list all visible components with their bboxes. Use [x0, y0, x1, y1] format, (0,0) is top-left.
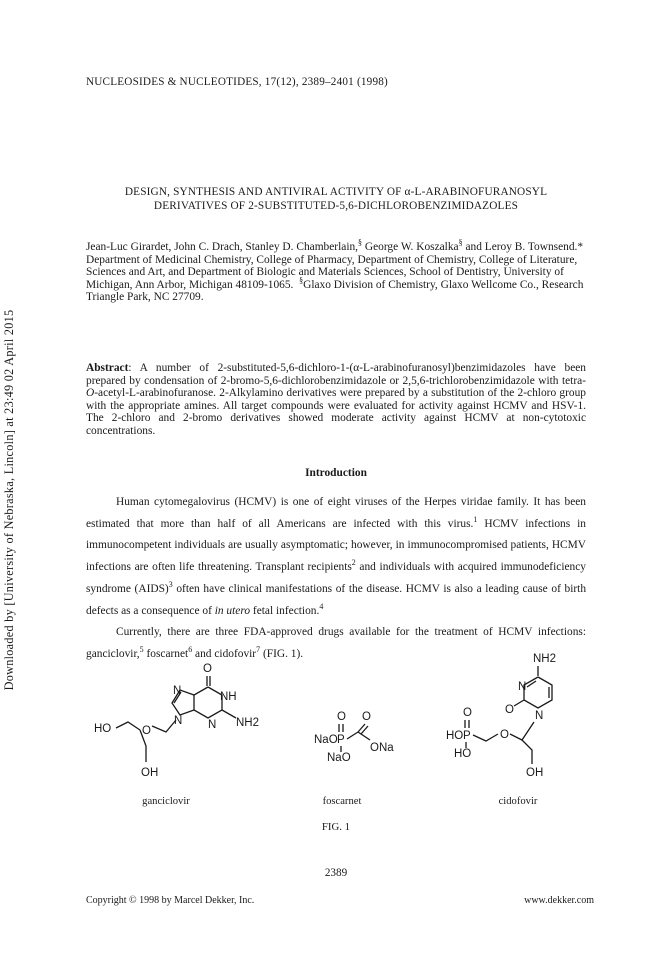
authors-block — [86, 238, 586, 304]
figure-label: FIG. 1 — [321, 821, 351, 833]
caption-cidofovir: cidofovir — [498, 796, 538, 807]
section-heading-introduction: Introduction — [305, 467, 367, 479]
article-title — [86, 186, 586, 213]
atom-label: OH — [141, 767, 159, 779]
paragraph: Currently, there are three FDA-approved drugs available for the treatment of HCMV infections: ganciclovir,$^5$ foscarnet$^6$ and cidofovir$^7$ (FIG. 1). — [86, 626, 586, 660]
atom-label: NH2 — [533, 653, 557, 665]
atom-label: ONa — [370, 742, 394, 754]
title-line-1: DESIGN, SYNTHESIS AND ANTIVIRAL ACTIVITY OF α-L-ARABINOFURANOSYL — [124, 186, 548, 198]
atom-label: O — [500, 729, 509, 741]
cidofovir-structure — [446, 653, 556, 779]
atom-label: O — [142, 725, 151, 737]
affiliations: Department of Medicinal Chemistry, College of Pharmacy, Department of Chemistry, College of Literature, Sciences and Art, and Department of Biologic and Materials Sciences, School of Dentistry, University of Michigan, Ann Arbor, Michigan 48109-1065. §Glaxo Division of Chemistry, Glaxo Wellcome Co., Research Triangle Park, NC 27709. — [86, 253, 584, 304]
atom-label: NH — [220, 691, 237, 703]
copyright-notice: Copyright © 1998 by Marcel Dekker, Inc. — [86, 895, 255, 906]
download-note: Downloaded by [University of Nebraska, Lincoln] at 23:49 02 April 2015 — [2, 309, 16, 691]
caption-foscarnet: foscarnet — [322, 796, 362, 807]
atom-label: O — [505, 704, 514, 716]
download-watermark — [2, 250, 22, 750]
caption-ganciclovir: ganciclovir — [142, 796, 190, 807]
atom-label: O — [463, 707, 472, 719]
reference-marker: 5 — [139, 645, 144, 655]
ganciclovir-structure — [94, 663, 259, 779]
atom-label: NaO — [327, 752, 351, 764]
atom-label: N — [518, 681, 527, 693]
atom-label: NH2 — [236, 717, 260, 729]
atom-label: P — [463, 730, 471, 742]
abstract: Abstract: A number of 2-substituted-5,6-dichloro-1-(α-L-arabinofuranosyl)benzimidazoles have been prepared by condensation of 2-bromo-5,6-dichlorobenzimidazole or 2,5,6-trichlorobenzimidazole with tetra-O-acetyl-L-arabinofuranose. 2-Alkylamino derivatives were prepared by a substitution of the 2-chloro group with the appropriate amines. All target compounds were evaluated for activity against HCMV and HSV-1. The 2-chloro and 2-bromo derivatives showed moderate activity against HCMV at non-cytotoxic concentrations. — [86, 362, 586, 437]
affiliation-mark: § — [458, 238, 463, 248]
title-line-2: DERIVATIVES OF 2-SUBSTITUTED-5,6-DICHLOROBENZIMIDAZOLES — [153, 199, 519, 212]
atom-label: O — [203, 663, 212, 675]
author-list: Jean-Luc Girardet, John C. Drach, Stanley D. Chamberlain,§ George W. Koszalka§ and Leroy B. Townsend.* — [86, 238, 584, 253]
atom-label: O — [362, 711, 371, 723]
reference-marker: 7 — [256, 645, 261, 655]
publisher-website: www.dekker.com — [524, 895, 594, 906]
atom-label: NaO — [314, 734, 338, 746]
figure-1-structures — [86, 648, 586, 808]
reference-marker: 4 — [319, 601, 324, 611]
atom-label: HO — [94, 723, 112, 735]
atom-label: HO — [446, 730, 464, 742]
paragraph: Human cytomegalovirus (HCMV) is one of eight viruses of the Herpes viridae family. It has been estimated that more than half of all Americans are infected with this virus.$^1$ HCMV infections in immunocompetent individuals are usually asymptomatic; however, in immunocompromised patients, HCMV infections are often life threatening. Transplant recipients$^2$ and individuals with acquired immunodeficiency syndrome (AIDS)$^3$ often have clinical manifestations of the disease. HCMV is also a leading cause of birth defects as a consequence of in utero fetal infection.$^4$ — [86, 496, 587, 617]
affiliation-mark: § — [299, 275, 304, 285]
atom-label: N — [174, 715, 183, 727]
atom-label: OH — [526, 767, 544, 779]
abstract-label: Abstract — [86, 362, 129, 374]
reference-marker: 2 — [351, 558, 356, 568]
introduction-body — [86, 492, 586, 666]
reference-marker: 1 — [473, 514, 478, 524]
atom-label: N — [173, 685, 182, 697]
journal-header: NUCLEOSIDES & NUCLEOTIDES, 17(12), 2389–2401 (1998) — [86, 76, 388, 88]
atom-label: N — [208, 719, 217, 731]
atom-label: HO — [454, 748, 472, 760]
affiliation-mark: § — [358, 238, 363, 248]
reference-marker: 3 — [168, 580, 173, 590]
atom-label: N — [535, 710, 544, 722]
page-number: 2389 — [324, 867, 348, 879]
atom-label: P — [337, 734, 345, 746]
atom-label: O — [337, 711, 346, 723]
reference-marker: 6 — [188, 645, 193, 655]
foscarnet-structure — [314, 711, 394, 764]
